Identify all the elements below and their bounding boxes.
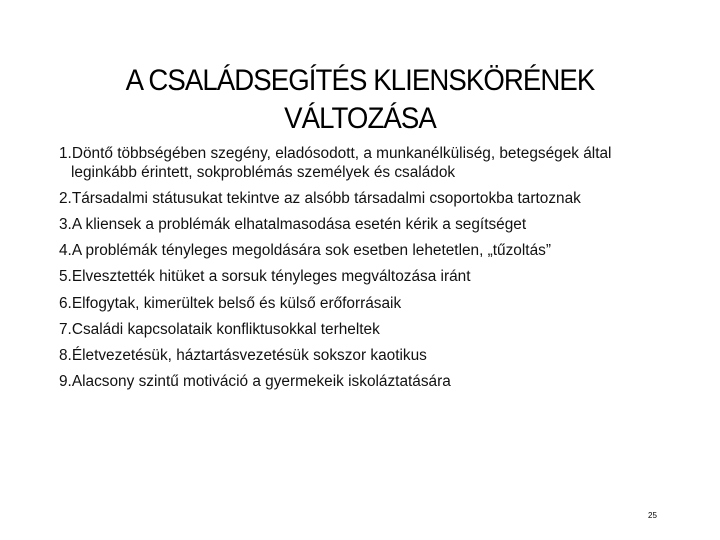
list-item-number: 4.	[59, 242, 72, 260]
list-item-text: Társadalmi státusukat tekintve az alsóbb társadalmi csoportokba tartoznak	[71, 189, 581, 207]
list-item-number: 9.	[59, 373, 72, 391]
list-item	[59, 373, 679, 392]
list-item	[59, 295, 679, 314]
list-item-text: Családi kapcsolataik konfliktusokkal terheltek	[71, 320, 380, 338]
list-item-number: 6.	[59, 294, 72, 312]
list-item	[59, 321, 679, 340]
list-item-text: Alacsony szintű motiváció a gyermekeik iskoláztatására	[71, 373, 451, 391]
list-item	[59, 190, 679, 209]
list-item	[59, 242, 679, 261]
list-item-text: Életvezetésük, háztartásvezetésük sokszor kaotikus	[71, 346, 427, 364]
list-item-number: 3.	[59, 215, 72, 233]
list-item-number: 5.	[59, 268, 72, 286]
list-item	[59, 268, 679, 287]
list-item-number: 8.	[59, 346, 72, 364]
list-item-number: 1.	[59, 145, 72, 162]
list-item	[59, 145, 679, 182]
page-number: 25	[648, 511, 657, 520]
slide-title-line: A CSALÁDSEGÍTÉS KLIENSKÖRÉNEK	[125, 64, 595, 98]
list-item	[59, 347, 679, 366]
numbered-list	[59, 145, 679, 399]
list-item-text: A kliensek a problémák elhatalmasodása esetén kérik a segítséget	[71, 215, 527, 233]
list-item	[59, 216, 679, 235]
slide-title-line: VÁLTOZÁSA	[284, 102, 436, 136]
list-item-text: Döntő többségében szegény, eladósodott, a munkanélküliség, betegségek által leginkább érintett, sokproblémás személyek és családok	[71, 145, 612, 181]
list-item-number: 2.	[59, 189, 72, 207]
list-item-number: 7.	[59, 320, 72, 338]
list-item-text: Elfogytak, kimerültek belső és külső erőforrásaik	[71, 294, 402, 312]
list-item-text: A problémák tényleges megoldására sok esetben lehetetlen, „tűzoltás”	[71, 242, 551, 260]
slide-title	[84, 62, 636, 138]
list-item-text: Elvesztették hitüket a sorsuk tényleges megváltozása iránt	[71, 268, 471, 286]
